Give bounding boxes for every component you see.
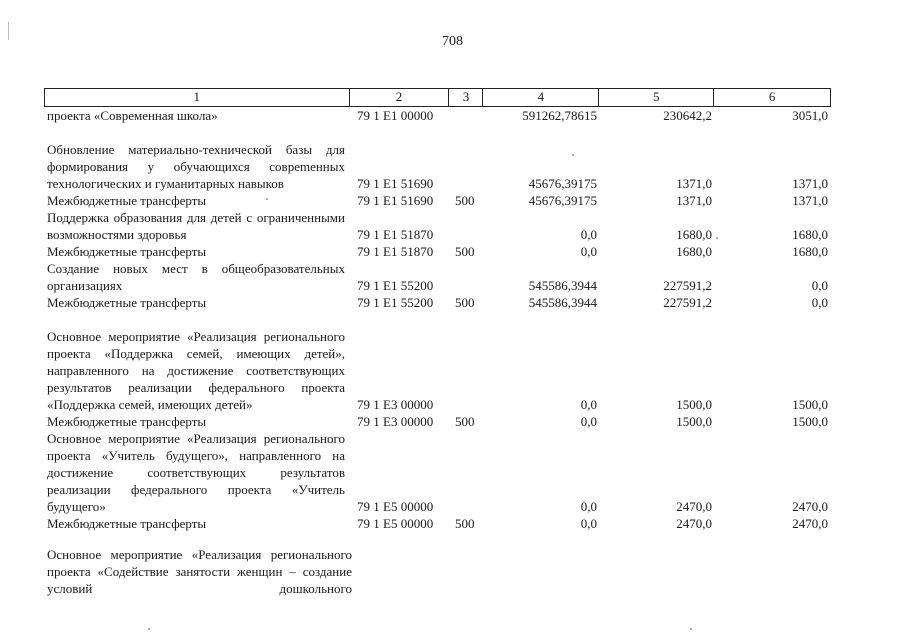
row-col6: 1371,0: [792, 193, 828, 208]
row-col5: 227591,2: [663, 295, 712, 310]
row-col6: 2470,0: [792, 516, 828, 531]
row-col4: 0,0: [580, 414, 597, 429]
row-col5: 1371,0: [676, 193, 712, 208]
row-code: 79 1 E3 00000: [357, 397, 434, 412]
row-description: Межбюджетные трансферты: [47, 244, 207, 259]
row-col5: 1500,0: [676, 414, 712, 429]
row-col4: 0,0: [580, 397, 597, 412]
row-description: Межбюджетные трансферты: [47, 295, 207, 310]
row-code: 79 1 E1 51690: [357, 176, 434, 191]
page-number: 708: [442, 34, 463, 49]
header-col-6: 6: [714, 89, 831, 106]
header-col-1: 1: [45, 89, 350, 106]
row-code: 79 1 E1 55200: [357, 295, 434, 310]
row-col5: 1371,0: [676, 176, 712, 191]
scan-speck: [266, 198, 268, 200]
row-col4: 545586,3944: [528, 278, 597, 293]
row-col6: 1371,0: [792, 176, 828, 191]
row-col6: 1680,0: [792, 244, 828, 259]
row-description: Межбюджетные трансферты: [47, 414, 207, 429]
row-description: Поддержка образования для детей с ограниченными возможностями здоровья: [47, 210, 345, 242]
row-expense-type: 500: [455, 414, 475, 429]
table-row: [44, 107, 831, 124]
table-row: [44, 124, 831, 192]
row-col5: 2470,0: [676, 499, 712, 514]
table-row: [44, 260, 831, 294]
table-header-row: [44, 88, 831, 107]
row-description: проекта «Современная школа»: [47, 108, 218, 123]
row-expense-type: 500: [455, 193, 475, 208]
scan-speck: [572, 154, 574, 156]
row-col5: 1680,0: [676, 227, 712, 242]
row-col6: 1500,0: [792, 414, 828, 429]
table-row: [44, 515, 831, 532]
row-col4: 0,0: [580, 244, 597, 259]
table-row: [44, 430, 831, 515]
row-col6: 0,0: [811, 278, 828, 293]
table-row: [44, 413, 831, 430]
row-code: 79 1 E5 00000: [357, 499, 434, 514]
row-col4: 0,0: [580, 499, 597, 514]
header-col-5: 5: [599, 89, 714, 106]
row-code: 79 1 E3 00000: [357, 414, 434, 429]
row-col4: 45676,39175: [528, 193, 597, 208]
row-col6: 2470,0: [792, 499, 828, 514]
header-col-4: 4: [483, 89, 599, 106]
header-col-3: 3: [449, 89, 483, 106]
row-code: 79 1 E1 51870: [357, 227, 434, 242]
row-col5: 2470,0: [676, 516, 712, 531]
row-col6: 0,0: [811, 295, 828, 310]
scan-speck: [690, 628, 692, 630]
row-code: 79 1 E1 51870: [357, 244, 434, 259]
header-col-2: 2: [350, 89, 450, 106]
row-col4: 45676,39175: [528, 176, 597, 191]
row-code: 79 1 E1 00000: [357, 108, 434, 123]
row-expense-type: 500: [455, 244, 475, 259]
row-col4: 0,0: [580, 516, 597, 531]
row-col4: 0,0: [580, 227, 597, 242]
row-col6: 1680,0: [792, 227, 828, 242]
row-description: Межбюджетные трансферты: [47, 193, 207, 208]
row-col6: 3051,0: [792, 108, 828, 123]
row-description: Обновление материально-технической базы для формирования у обучающихся совреmенных технологических и гуманитарных навыков: [47, 142, 345, 191]
row-col4: 591262,78615: [522, 108, 597, 123]
row-expense-type: 500: [455, 295, 475, 310]
trailing-description: Основное мероприятие «Реализация регионального проекта «Содействие занятости женщин – создание условий дошкольного: [47, 547, 352, 596]
row-col5: 1680,0: [676, 244, 712, 259]
row-col5: 227591,2: [663, 278, 712, 293]
table-row: [44, 294, 831, 311]
scan-speck: [716, 237, 718, 239]
row-col5: 1500,0: [676, 397, 712, 412]
row-description: Межбюджетные трансферты: [47, 516, 207, 531]
budget-table: [44, 88, 831, 532]
table-row: [44, 209, 831, 243]
row-code: 79 1 E1 55200: [357, 278, 434, 293]
row-col6: 1500,0: [792, 397, 828, 412]
row-description: Основное мероприятие «Реализация регионального проекта «Поддержка семей, имеющих детей», направленного на достижение соответствующих результатов реализации федерального проекта «Поддержка семей, имеющих детей»: [47, 329, 345, 412]
row-code: 79 1 E5 00000: [357, 516, 434, 531]
row-code: 79 1 E1 51690: [357, 193, 434, 208]
table-row: [44, 243, 831, 260]
row-expense-type: 500: [455, 516, 475, 531]
table-row: [44, 192, 831, 209]
scan-speck: [148, 628, 150, 630]
row-description: Создание новых мест в общеобразовательных организациях: [47, 261, 345, 293]
row-col5: 230642,2: [663, 108, 712, 123]
table-row: [44, 311, 831, 413]
row-description: Основное мероприятие «Реализация регионального проекта «Учитель будущего», направленного на достижение соответствующих результатов реализации федерального проекта «Учитель будущего»: [47, 431, 345, 514]
row-col4: 545586,3944: [528, 295, 597, 310]
